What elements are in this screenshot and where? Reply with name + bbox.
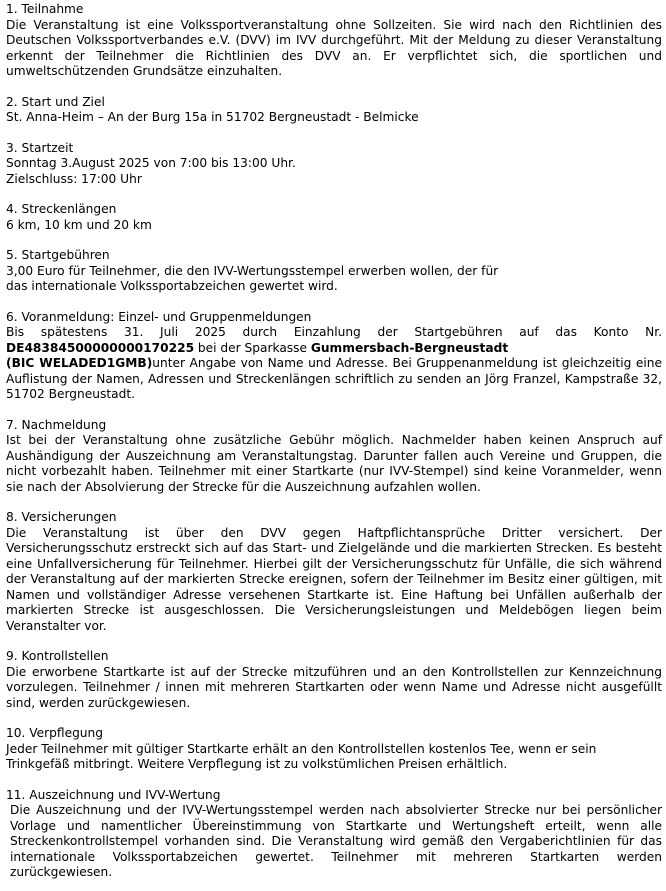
section-body: Die Veranstaltung ist eine Volkssportveranstaltung ohne Sollzeiten. Sie wird nach den Richtlinien des Deutschen Volkssportverbandes e.V. (DVV) im IVV durchgeführt. Mit der Meldung zu dieser Veranstaltung erkennt der Teilnehmer die Richtlinien des DVV an. Er verpflichtet sich, die sportlichen und umweltschützenden Grundsätze einzuhalten.	[6, 17, 662, 78]
section-startzeit	[6, 141, 662, 188]
bank-name: Gummersbach-Bergneustadt	[310, 340, 509, 355]
zielschluss-line: Zielschluss: 17:00 Uhr	[6, 171, 142, 186]
section-body: 6 km, 10 km und 20 km	[6, 217, 152, 232]
section-body: Die erworbene Startkarte ist auf der Strecke mitzuführen und an den Kontrollstellen zur Kennzeichnung vorzulegen. Teilnehmer / innen mit mehreren Startkarten oder wenn Name und Adresse nicht ausgefüllt sind, werden zurückgewiesen.	[6, 664, 662, 710]
section-startgebuehren	[6, 248, 662, 295]
section-versicherungen	[6, 510, 662, 634]
section-nachmeldung	[6, 418, 662, 496]
section-heading: 7. Nachmeldung	[6, 417, 107, 432]
section-heading: 2. Start und Ziel	[6, 94, 105, 109]
section-heading: 3. Startzeit	[6, 140, 74, 155]
section-body: Die Veranstaltung ist über den DVV gegen Haftpflichtansprüche Dritter versichert. Der Versicherungsschutz erstreckt sich auf das Start- und Zielgelände und die markierten Strecken. Es besteht eine Unfallversicherung für Teilnehmer. Hierbei gilt der Versicherungsschutz für Unfälle, die sich während der Veranstaltung auf der markierten Strecke ereignen, sofern der Teilnehmer im Besitz einer gültigen, mit Namen und vollständiger Adresse versehenen Startkarte ist. Eine Haftung bei Unfällen außerhalb der markierten Strecke ist ausgeschlossen. Die Versicherungsleistungen und Meldebögen liegen beim Veranstalter vor.	[6, 525, 662, 633]
section-heading: 4. Streckenlängen	[6, 202, 117, 216]
startgebuehren-line: 3,00 Euro für Teilnehmer, die den IVV-Wertungsstempel erwerben wollen, der für	[6, 263, 499, 278]
section-body: Jeder Teilnehmer mit gültiger Startkarte erhält an den Kontrollstellen kostenlos Tee, wenn er sein Trinkgefäß mitbringt. Weitere Verpflegung ist zu volkstümlichen Preisen erhältlich.	[6, 741, 597, 771]
section-kontrollstellen	[6, 649, 662, 711]
section-heading: 1. Teilnahme	[6, 2, 84, 16]
startzeit-line: Sonntag 3.August 2025 von 7:00 bis 13:00 Uhr.	[6, 156, 296, 170]
section-body: St. Anna-Heim – An der Burg 15a in 51702 Bergneustadt - Belmicke	[6, 110, 419, 124]
section-body	[6, 325, 662, 403]
voranmeldung-text: unter Angabe von Name und Adresse. Bei Gruppenanmeldung ist gleichzeitig eine Auflistung der Namen, Adressen und Streckenlängen schriftlich zu senden an Jörg Franzel, Kampstraße 32, 51702 Bergneustadt.	[6, 356, 662, 401]
section-body: Ist bei der Veranstaltung ohne zusätzliche Gebühr möglich. Nachmelder haben keinen Anspruch auf Aushändigung der Auszeichnung am Veranstaltungstag. Darunter fallen auch Vereine und Gruppen, die nicht vorbezahlt haben. Teilnehmer mit einer Startkarte (nur IVV-Stempel) sind keine Voranmelder, wenn sie nach der Absolvierung der Strecke für die Auszeichnung aufzahlen wollen.	[6, 433, 662, 494]
voranmeldung-text: Bis spätestens 31. Juli 2025 durch Einzahlung der Startgebühren auf das Konto Nr.	[6, 325, 662, 339]
iban-number: DE48384500000000170225	[6, 340, 195, 355]
section-voranmeldung	[6, 310, 662, 403]
section-heading: 5. Startgebühren	[6, 248, 110, 262]
section-heading: 11. Auszeichnung und IVV-Wertung	[6, 787, 221, 802]
section-heading: 10. Verpflegung	[6, 726, 103, 740]
voranmeldung-text: bei der Sparkasse	[194, 340, 311, 355]
section-verpflegung	[6, 726, 662, 773]
startgebuehren-line: das internationale Volkssportabzeichen gewertet wird.	[6, 279, 338, 293]
section-heading: 6. Voranmeldung: Einzel- und Gruppenmeldungen	[6, 309, 312, 324]
bic-code: (BIC WELADED1GMB)	[6, 356, 153, 370]
section-heading: 9. Kontrollstellen	[6, 649, 109, 663]
section-start-und-ziel	[6, 95, 662, 126]
section-body: Die Auszeichnung und der IVV-Wertungsstempel werden nach absolvierter Strecke nur bei persönlicher Vorlage und namentlicher Übereinstimmung von Startkarte und Wertungsheft erteilt, wenn alle Streckenkontrollstempel vorhanden sind. Die Veranstaltung wird gemäß den Vergaberichtlinien für das internationale Volkssportabzeichen gewertet. Teilnehmer mit mehreren Startkarten werden zurückgewiesen.	[10, 803, 662, 879]
section-teilnahme	[6, 2, 662, 80]
section-heading: 8. Versicherungen	[6, 510, 117, 524]
section-streckenlaengen	[6, 202, 662, 233]
section-auszeichnung	[6, 788, 662, 881]
